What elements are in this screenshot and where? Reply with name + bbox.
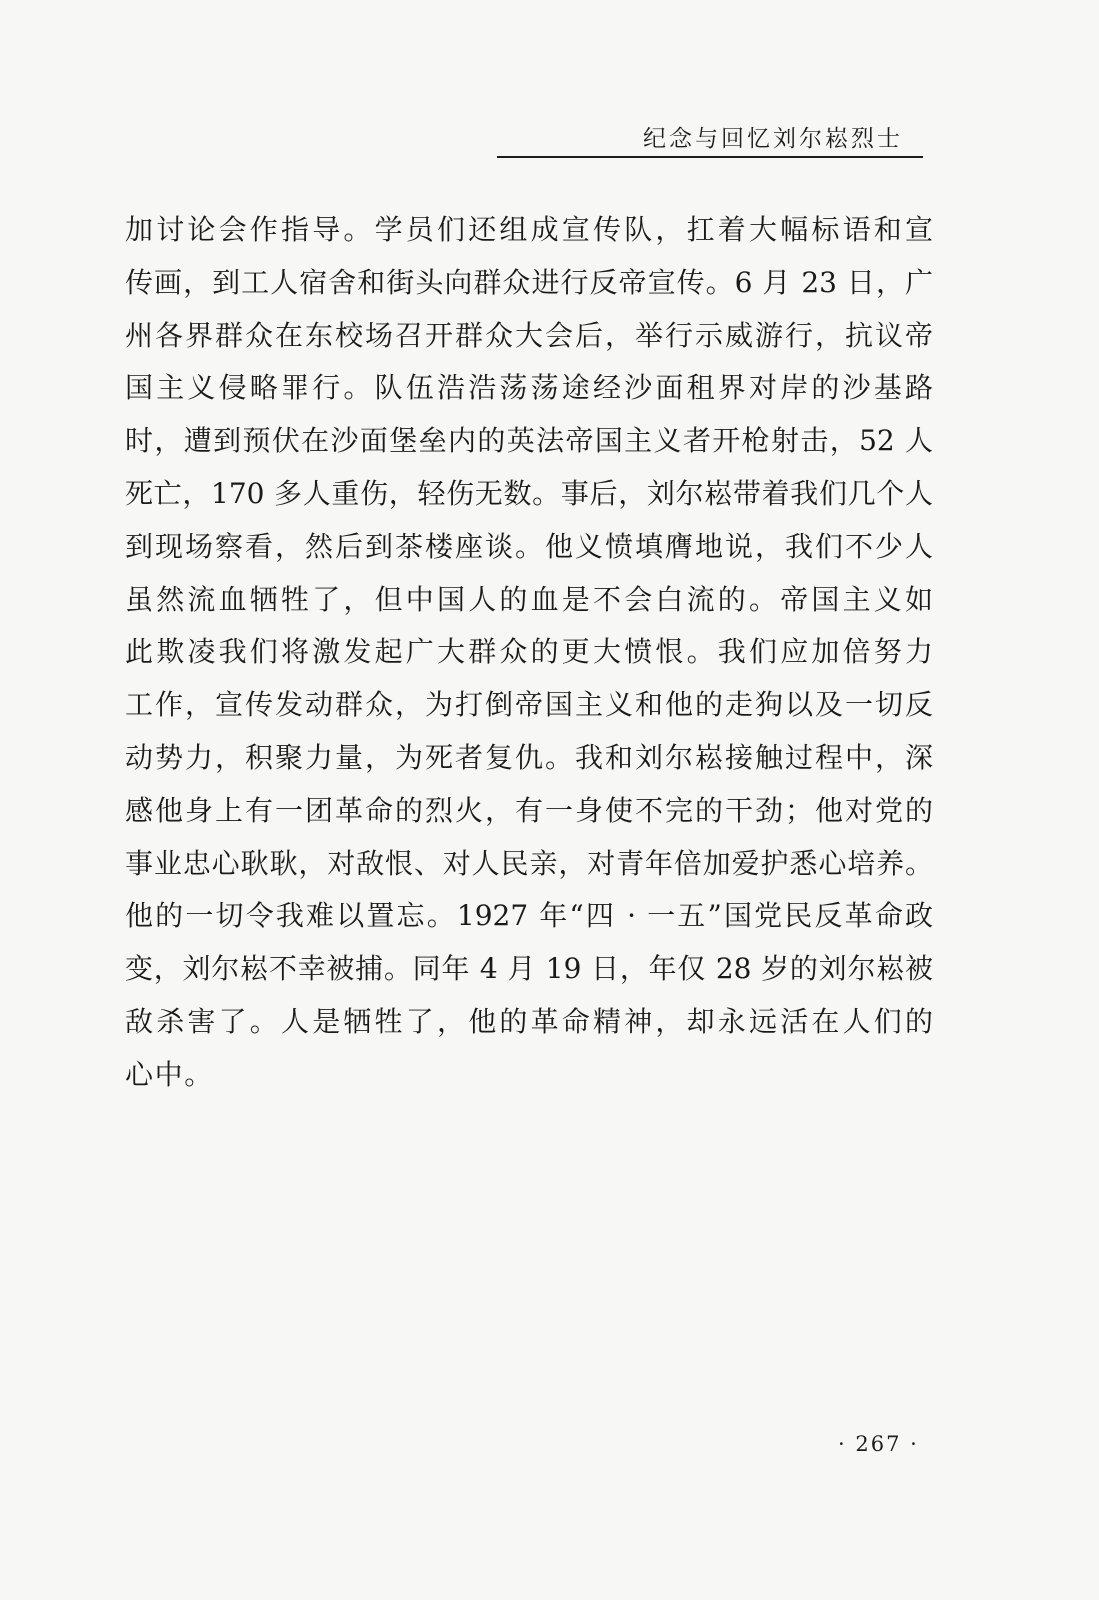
text-line: 工作，宣传发动群众，为打倒帝国主义和他的走狗以及一切反: [125, 688, 933, 722]
text-line: 感他身上有一团革命的烈火，有一身使不完的干劲；他对党的: [125, 793, 933, 827]
text-line: 他的一切令我难以置忘。1927 年“四 · 一五”国党民反革命政: [125, 899, 933, 933]
text-line: 传画，到工人宿舍和街头向群众进行反帝宣传。6 月 23 日，广: [125, 265, 933, 299]
body-text: [125, 204, 933, 1102]
page-number: · 267 ·: [838, 1432, 919, 1456]
text-line: 变，刘尔崧不幸被捕。同年 4 月 19 日，年仅 28 岁的刘尔崧被: [125, 952, 933, 986]
text-line: 死亡，170 多人重伤，轻伤无数。事后，刘尔崧带着我们几个人: [125, 476, 933, 510]
text-line: 动势力，积聚力量，为死者复仇。我和刘尔崧接触过程中，深: [125, 740, 933, 774]
text-line-last: 心中。: [125, 1057, 214, 1091]
text-line: 敌杀害了。人是牺牲了，他的革命精神，却永远活在人们的: [125, 1004, 933, 1038]
text-line: 州各界群众在东校场召开群众大会后，举行示威游行，抗议帝: [125, 318, 933, 352]
text-line: 事业忠心耿耿，对敌恨、对人民亲，对青年倍加爱护悉心培养。: [125, 846, 933, 880]
header-rule: [497, 156, 923, 158]
text-line: 到现场察看，然后到茶楼座谈。他义愤填膺地说，我们不少人: [125, 529, 933, 563]
text-line: 国主义侵略罪行。队伍浩浩荡荡途经沙面租界对岸的沙基路: [125, 371, 933, 405]
running-header: 纪念与回忆刘尔崧烈士: [643, 126, 903, 152]
text-line: 加讨论会作指导。学员们还组成宣传队，扛着大幅标语和宣: [125, 213, 933, 246]
text-line: 时，遭到预伏在沙面堡垒内的英法帝国主义者开枪射击，52 人: [125, 424, 933, 458]
text-line: 虽然流血牺牲了，但中国人的血是不会白流的。帝国主义如: [125, 582, 933, 616]
text-line: 此欺凌我们将激发起广大群众的更大愤恨。我们应加倍努力: [125, 635, 933, 669]
